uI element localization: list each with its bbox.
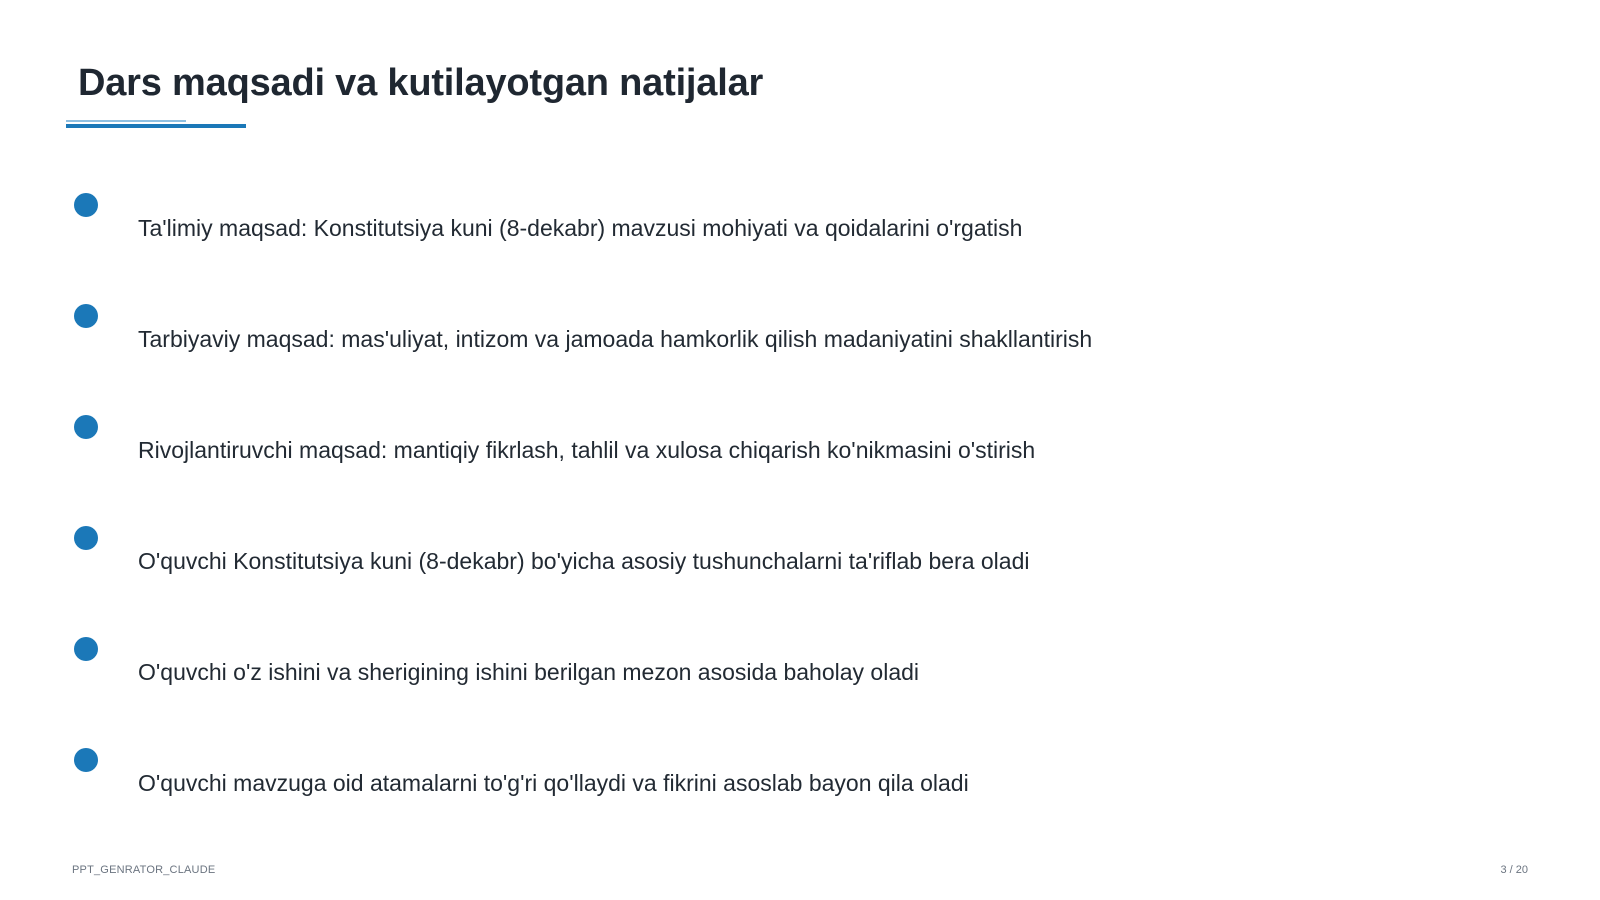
bullet-dot-icon (74, 193, 98, 217)
bullet-text: Rivojlantiruvchi maqsad: mantiqiy fikrlash, tahlil va xulosa chiqarish ko'nikmasini o'stirish (138, 437, 1036, 463)
slide-title: Dars maqsadi va kutilayotgan natijalar (78, 62, 764, 104)
bullet-text: Tarbiyaviy maqsad: mas'uliyat, intizom va jamoada hamkorlik qilish madaniyatini shakllantirish (138, 326, 1093, 352)
footer-source-label: PPT_GENRATOR_CLAUDE (72, 864, 216, 876)
bullet-dot-icon (74, 304, 98, 328)
page-number: 3 / 20 (1500, 864, 1528, 876)
list-item (0, 526, 1600, 606)
bullet-text: O'quvchi o'z ishini va sherigining ishini berilgan mezon asosida baholay oladi (138, 659, 920, 685)
bullet-dot-icon (74, 637, 98, 661)
list-item (0, 637, 1600, 717)
bullet-text: O'quvchi Konstitutsiya kuni (8-dekabr) bo'yicha asosiy tushunchalarni ta'riflab bera oladi (138, 548, 1030, 574)
list-item (0, 193, 1600, 273)
list-item (0, 415, 1600, 495)
bullet-dot-icon (74, 415, 98, 439)
list-item (0, 304, 1600, 384)
bullet-dot-icon (74, 748, 98, 772)
bullet-text: O'quvchi mavzuga oid atamalarni to'g'ri qo'llaydi va fikrini asoslab bayon qila oladi (138, 770, 969, 796)
bullet-dot-icon (74, 526, 98, 550)
list-item (0, 748, 1600, 828)
bullet-text: Ta'limiy maqsad: Konstitutsiya kuni (8-dekabr) mavzusi mohiyati va qoidalarini o'rgatish (138, 215, 1023, 241)
